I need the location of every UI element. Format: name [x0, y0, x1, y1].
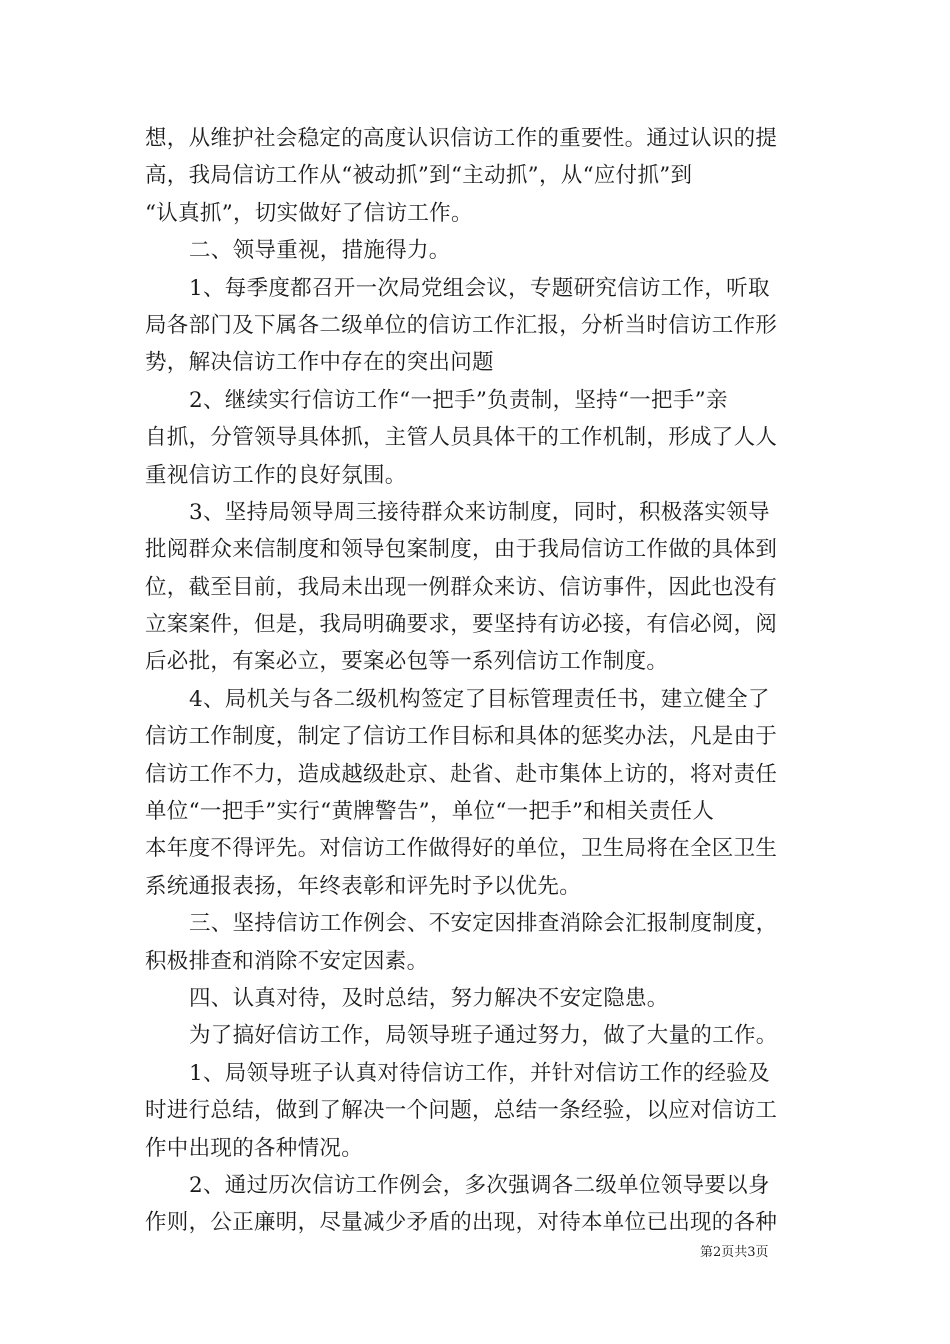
text-line: 批阅群众来信制度和领导包案制度，由于我局信访工作做的具体到 [145, 537, 778, 563]
text-line: 四、认真对待，及时总结，努力解决不安定隐患。 [189, 985, 669, 1011]
text-line: 1、每季度都召开一次局党组会议，专题研究信访工作，听取 [189, 275, 770, 301]
text-line: 三、坚持信访工作例会、不安定因排查消除会汇报制度制度， [189, 911, 778, 937]
text-line: 2、通过历次信访工作例会，多次强调各二级单位领导要以身 [189, 1172, 770, 1198]
text-line: 积极排查和消除不安定因素。 [145, 948, 429, 974]
text-line: 自抓，分管领导具体抓，主管人员具体干的工作机制，形成了人人 [145, 425, 778, 451]
text-line: 高，我局信访工作从“被动抓”到“主动抓”，从“应付抓”到 [145, 163, 693, 189]
text-line: 3、坚持局领导周三接待群众来访制度，同时，积极落实领导 [189, 499, 770, 525]
text-line: 后必批，有案必立，要案必包等一系列信访工作制度。 [145, 649, 669, 675]
text-line: 作则，公正廉明，尽量减少矛盾的出现，对待本单位已出现的各种 [145, 1210, 778, 1236]
text-line: 本年度不得评先。对信访工作做得好的单位，卫生局将在全区卫生 [145, 836, 778, 862]
text-line: 二、领导重视，措施得力。 [189, 238, 451, 264]
text-line: 立案案件，但是，我局明确要求，要坚持有访必接，有信必阅，阅 [145, 612, 778, 638]
text-line: 为了搞好信访工作，局领导班子通过努力，做了大量的工作。 [189, 1023, 778, 1049]
text-line: 位，截至目前，我局未出现一例群众来访、信访事件，因此也没有 [145, 574, 778, 600]
text-line: “认真抓”，切实做好了信访工作。 [145, 200, 473, 226]
text-line: 2、继续实行信访工作“一把手”负责制，坚持“一把手”亲 [189, 387, 728, 413]
text-line: 时进行总结，做到了解决一个问题，总结一条经验，以应对信访工 [145, 1098, 778, 1124]
document-body [145, 120, 810, 1242]
page-number-footer: 第2页共3页 [700, 1245, 769, 1260]
text-line: 重视信访工作的良好氛围。 [145, 462, 407, 488]
text-line: 系统通报表扬，年终表彰和评先时予以优先。 [145, 873, 582, 899]
text-line: 势，解决信访工作中存在的突出问题 [145, 350, 494, 376]
text-line: 信访工作不力，造成越级赴京、赴省、赴市集体上访的，将对责任 [145, 761, 778, 787]
text-line: 1、局领导班子认真对待信访工作，并针对信访工作的经验及 [189, 1060, 770, 1086]
text-line: 信访工作制度，制定了信访工作目标和具体的惩奖办法，凡是由于 [145, 724, 778, 750]
text-line: 4、局机关与各二级机构签定了目标管理责任书，建立健全了 [189, 686, 770, 712]
text-line: 作中出现的各种情况。 [145, 1135, 364, 1161]
text-line: 想，从维护社会稳定的高度认识信访工作的重要性。通过认识的提 [145, 126, 778, 151]
text-line: 局各部门及下属各二级单位的信访工作汇报，分析当时信访工作形 [145, 312, 778, 338]
text-line: 单位“一把手”实行“黄牌警告”，单位“一把手”和相关责任人 [145, 799, 715, 825]
